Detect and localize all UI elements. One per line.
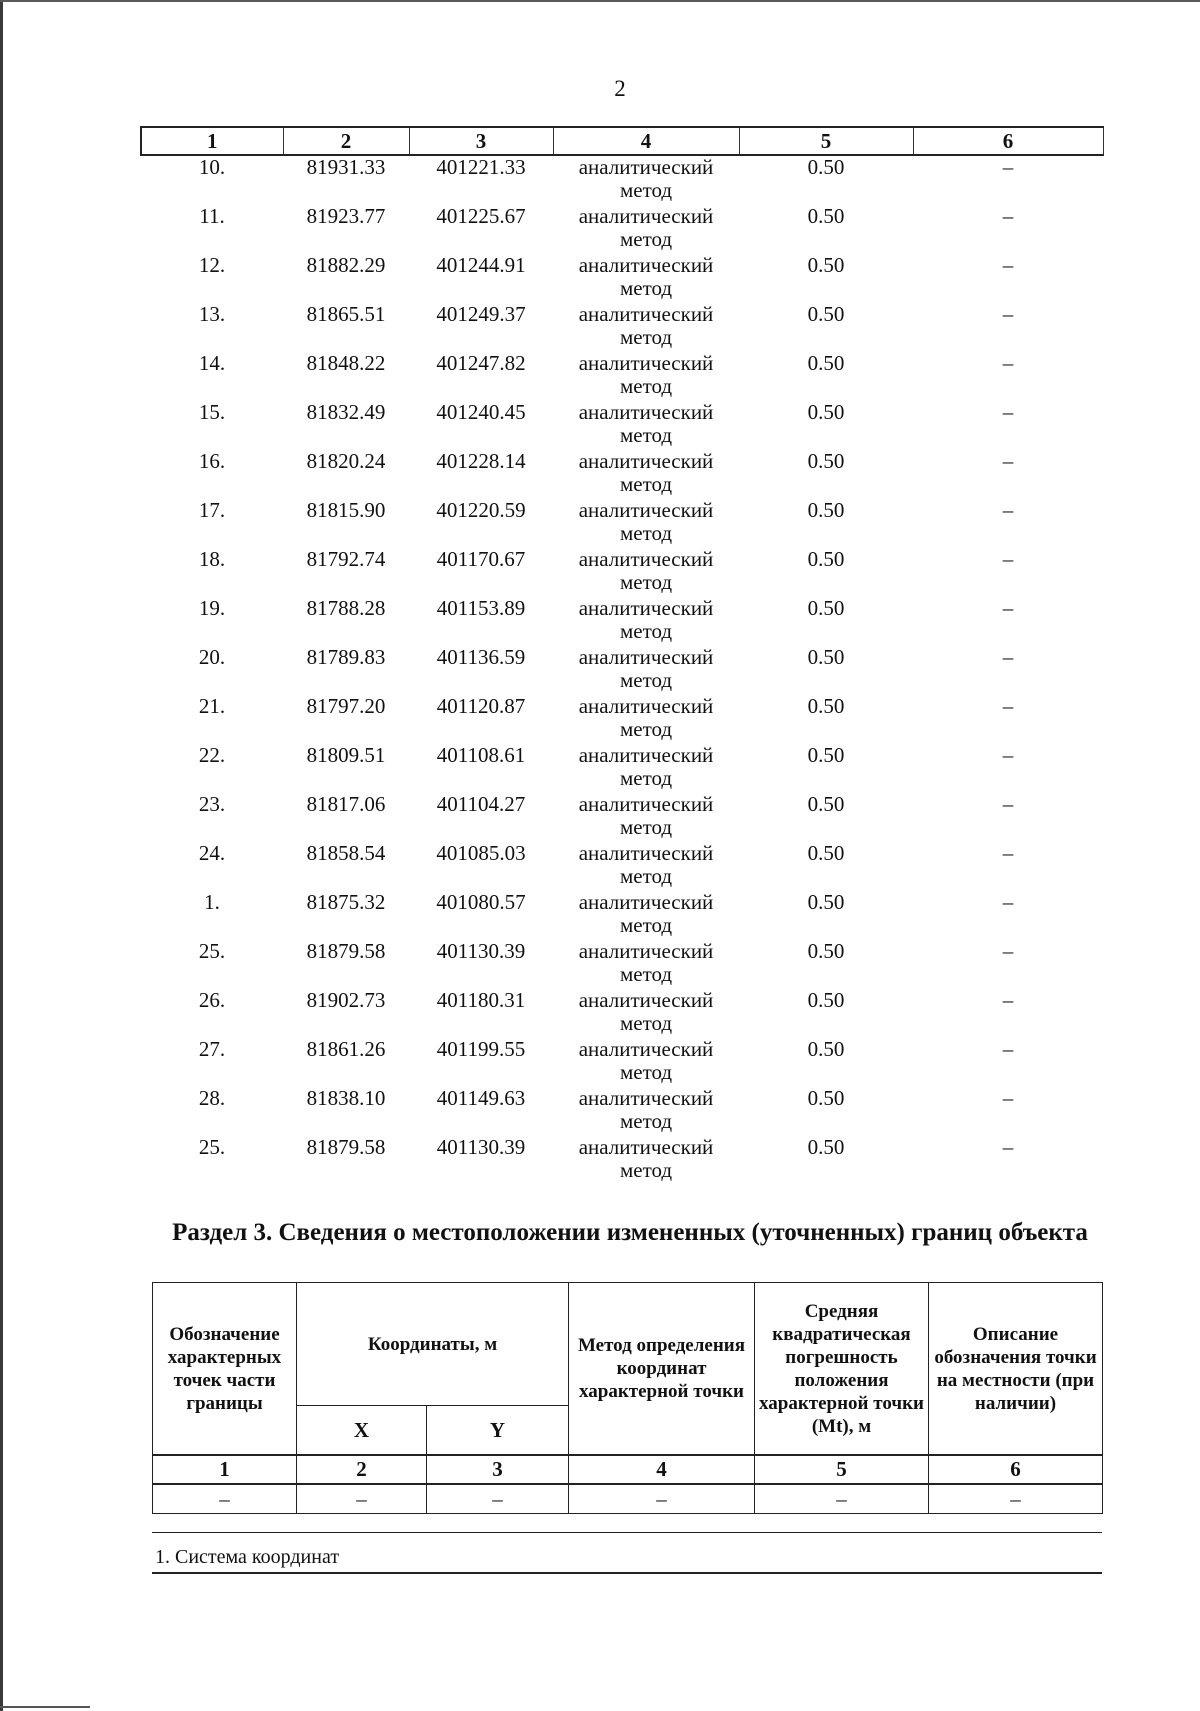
description: –	[1002, 596, 1014, 620]
method	[553, 254, 739, 303]
mean-square-error: 0.50	[807, 449, 845, 473]
header-method: Метод определения координат характерной точки	[569, 1283, 755, 1456]
point-number: 25.	[198, 939, 226, 963]
method-line-1: аналитический	[578, 645, 714, 669]
point-number: 17.	[198, 498, 226, 522]
dash-cell: –	[427, 1484, 569, 1514]
coord-x: 81879.58	[306, 1135, 386, 1159]
col-number-6: 6	[929, 1455, 1103, 1484]
table-row	[141, 303, 1103, 352]
divider	[152, 1532, 1102, 1533]
col-number-1: 1	[153, 1455, 297, 1484]
mean-square-error: 0.50	[807, 841, 845, 865]
section-3-table-wrap	[152, 1282, 1102, 1514]
table-row	[141, 499, 1103, 548]
coord-y: 401080.57	[436, 890, 526, 914]
mean-square-error: 0.50	[807, 498, 845, 522]
description: –	[1002, 302, 1014, 326]
col-number-3: 3	[427, 1455, 569, 1484]
mean-square-error: 0.50	[807, 694, 845, 718]
dash-cell: –	[297, 1484, 427, 1514]
mean-square-error: 0.50	[807, 204, 845, 228]
method-line-1: аналитический	[578, 498, 714, 522]
coord-y: 401247.82	[436, 351, 526, 375]
point-number: 27.	[198, 1037, 226, 1061]
point-number: 10.	[198, 155, 226, 179]
mean-square-error: 0.50	[807, 890, 845, 914]
method-line-1: аналитический	[578, 351, 714, 375]
header-description: Описание обозначения точки на местности (при наличии)	[929, 1283, 1103, 1456]
method-line-2: метод	[619, 619, 673, 643]
col-header-3: 3	[409, 127, 553, 155]
coord-y: 401149.63	[436, 1086, 526, 1110]
method	[553, 1087, 739, 1136]
col-header-1: 1	[141, 127, 283, 155]
mean-square-error: 0.50	[807, 155, 845, 179]
coord-y: 401228.14	[436, 449, 526, 473]
method-line-2: метод	[619, 423, 673, 447]
header-coordinates: Координаты, м	[297, 1283, 569, 1406]
method-line-2: метод	[619, 962, 673, 986]
table-row	[141, 1087, 1103, 1136]
method-line-2: метод	[619, 521, 673, 545]
method	[553, 499, 739, 548]
header-mean-square-error: Средняя квадратическая погрешность положения характерной точки (Mt), м	[755, 1283, 929, 1456]
table-row	[141, 891, 1103, 940]
point-number: 1.	[204, 890, 220, 914]
mean-square-error: 0.50	[807, 988, 845, 1012]
coordinates-table-continuation	[140, 126, 1102, 1185]
method-line-1: аналитический	[578, 596, 714, 620]
page-edge-bottom	[0, 1706, 90, 1708]
point-number: 18.	[198, 547, 226, 571]
mean-square-error: 0.50	[807, 400, 845, 424]
table-row	[141, 597, 1103, 646]
description: –	[1002, 400, 1014, 424]
table-row	[141, 254, 1103, 303]
mean-square-error: 0.50	[807, 743, 845, 767]
section-3-table	[152, 1282, 1103, 1514]
point-number: 15.	[198, 400, 226, 424]
coord-y: 401130.39	[436, 939, 526, 963]
method-line-1: аналитический	[578, 302, 714, 326]
method-line-2: метод	[619, 325, 673, 349]
coord-y: 401220.59	[436, 498, 526, 522]
point-number: 24.	[198, 841, 226, 865]
coord-x: 81838.10	[306, 1086, 386, 1110]
description: –	[1002, 792, 1014, 816]
method	[553, 695, 739, 744]
coord-y: 401199.55	[436, 1037, 526, 1061]
method-line-1: аналитический	[578, 939, 714, 963]
method-line-1: аналитический	[578, 449, 714, 473]
method-line-2: метод	[619, 1109, 673, 1133]
description: –	[1002, 1086, 1014, 1110]
method	[553, 646, 739, 695]
description: –	[1002, 449, 1014, 473]
table-row	[141, 450, 1103, 499]
table-row	[141, 548, 1103, 597]
method	[553, 940, 739, 989]
description: –	[1002, 1135, 1014, 1159]
coord-x: 81858.54	[306, 841, 386, 865]
dash-cell: –	[755, 1484, 929, 1514]
description: –	[1002, 204, 1014, 228]
table-row	[141, 695, 1103, 744]
mean-square-error: 0.50	[807, 596, 845, 620]
coord-x: 81789.83	[306, 645, 386, 669]
coord-x: 81788.28	[306, 596, 386, 620]
method	[553, 744, 739, 793]
method	[553, 548, 739, 597]
coord-x: 81861.26	[306, 1037, 386, 1061]
method-line-2: метод	[619, 178, 673, 202]
coord-x: 81848.22	[306, 351, 386, 375]
coord-x: 81815.90	[306, 498, 386, 522]
point-number: 14.	[198, 351, 226, 375]
coord-x: 81809.51	[306, 743, 386, 767]
method-line-2: метод	[619, 227, 673, 251]
mean-square-error: 0.50	[807, 253, 845, 277]
method	[553, 205, 739, 254]
coord-y: 401240.45	[436, 400, 526, 424]
dash-cell: –	[569, 1484, 755, 1514]
method-line-1: аналитический	[578, 1135, 714, 1159]
mean-square-error: 0.50	[807, 547, 845, 571]
coord-y: 401244.91	[436, 253, 526, 277]
coord-x: 81792.74	[306, 547, 386, 571]
method	[553, 450, 739, 499]
mean-square-error: 0.50	[807, 645, 845, 669]
description: –	[1002, 155, 1014, 179]
description: –	[1002, 743, 1014, 767]
col-header-5: 5	[739, 127, 913, 155]
point-number: 20.	[198, 645, 226, 669]
table-row	[141, 793, 1103, 842]
method	[553, 155, 739, 205]
coord-y: 401108.61	[436, 743, 526, 767]
method-line-2: метод	[619, 717, 673, 741]
method	[553, 401, 739, 450]
coord-y: 401136.59	[436, 645, 526, 669]
method-line-1: аналитический	[578, 253, 714, 277]
method	[553, 891, 739, 940]
coord-x: 81875.32	[306, 890, 386, 914]
mean-square-error: 0.50	[807, 792, 845, 816]
method-line-1: аналитический	[578, 1037, 714, 1061]
table-row	[141, 940, 1103, 989]
method	[553, 842, 739, 891]
point-number: 28.	[198, 1086, 226, 1110]
mean-square-error: 0.50	[807, 1135, 845, 1159]
coord-y: 401221.33	[436, 155, 526, 179]
table-row	[141, 205, 1103, 254]
point-number: 19.	[198, 596, 226, 620]
coord-x: 81923.77	[306, 204, 386, 228]
method	[553, 989, 739, 1038]
mean-square-error: 0.50	[807, 302, 845, 326]
method	[553, 793, 739, 842]
dash-cell: –	[929, 1484, 1103, 1514]
mean-square-error: 0.50	[807, 1037, 845, 1061]
point-number: 11.	[199, 204, 225, 228]
header-x: X	[297, 1406, 427, 1456]
col-header-2: 2	[283, 127, 409, 155]
mean-square-error: 0.50	[807, 351, 845, 375]
description: –	[1002, 988, 1014, 1012]
point-number: 16.	[198, 449, 226, 473]
method-line-1: аналитический	[578, 547, 714, 571]
coord-x: 81865.51	[306, 302, 386, 326]
coord-y: 401130.39	[436, 1135, 526, 1159]
point-number: 12.	[198, 253, 226, 277]
description: –	[1002, 939, 1014, 963]
method	[553, 303, 739, 352]
method-line-2: метод	[619, 1158, 673, 1182]
coord-x: 81931.33	[306, 155, 386, 179]
coord-x: 81797.20	[306, 694, 386, 718]
coord-x: 81902.73	[306, 988, 386, 1012]
method-line-1: аналитический	[578, 155, 714, 179]
method-line-1: аналитический	[578, 1086, 714, 1110]
dash-cell: –	[153, 1484, 297, 1514]
description: –	[1002, 841, 1014, 865]
mean-square-error: 0.50	[807, 1086, 845, 1110]
coordinate-system-note: 1. Система координат	[155, 1546, 340, 1568]
description: –	[1002, 1037, 1014, 1061]
description: –	[1002, 890, 1014, 914]
point-number: 21.	[198, 694, 226, 718]
method-line-2: метод	[619, 276, 673, 300]
coord-y: 401180.31	[436, 988, 526, 1012]
description: –	[1002, 253, 1014, 277]
method-line-1: аналитический	[578, 841, 714, 865]
page-number: 2	[614, 76, 626, 101]
coord-y: 401120.87	[436, 694, 526, 718]
header-y: Y	[427, 1406, 569, 1456]
point-number: 25.	[198, 1135, 226, 1159]
point-number: 23.	[198, 792, 226, 816]
coord-x: 81832.49	[306, 400, 386, 424]
coordinates-table	[140, 126, 1104, 1185]
table-row	[141, 1038, 1103, 1087]
table-row	[141, 352, 1103, 401]
method-line-2: метод	[619, 668, 673, 692]
coord-x: 81817.06	[306, 792, 386, 816]
col-header-6: 6	[913, 127, 1103, 155]
description: –	[1002, 498, 1014, 522]
method-line-2: метод	[619, 815, 673, 839]
divider	[152, 1572, 1102, 1574]
method	[553, 1038, 739, 1087]
table-row	[141, 842, 1103, 891]
method-line-1: аналитический	[578, 743, 714, 767]
page-edge-left	[0, 0, 3, 1711]
point-number: 13.	[198, 302, 226, 326]
method-line-1: аналитический	[578, 988, 714, 1012]
method-line-2: метод	[619, 1060, 673, 1084]
col-number-5: 5	[755, 1455, 929, 1484]
coord-y: 401104.27	[436, 792, 526, 816]
coord-y: 401225.67	[436, 204, 526, 228]
table-row	[141, 401, 1103, 450]
description: –	[1002, 694, 1014, 718]
coord-x: 81820.24	[306, 449, 386, 473]
method-line-1: аналитический	[578, 792, 714, 816]
method	[553, 1136, 739, 1185]
method-line-2: метод	[619, 913, 673, 937]
table-row	[141, 744, 1103, 793]
page-edge-top	[0, 0, 1200, 2]
table-row	[141, 989, 1103, 1038]
description: –	[1002, 351, 1014, 375]
description: –	[1002, 645, 1014, 669]
col-number-4: 4	[569, 1455, 755, 1484]
method	[553, 352, 739, 401]
method	[553, 597, 739, 646]
method-line-2: метод	[619, 374, 673, 398]
point-number: 26.	[198, 988, 226, 1012]
empty-data-row	[153, 1484, 1103, 1514]
coord-y: 401249.37	[436, 302, 526, 326]
coord-x: 81882.29	[306, 253, 386, 277]
table-row	[141, 646, 1103, 695]
method-line-2: метод	[619, 570, 673, 594]
method-line-2: метод	[619, 1011, 673, 1035]
header-point-designation: Обозначение характерных точек части границы	[153, 1283, 297, 1456]
mean-square-error: 0.50	[807, 939, 845, 963]
method-line-2: метод	[619, 864, 673, 888]
method-line-2: метод	[619, 472, 673, 496]
table-header-row	[141, 127, 1103, 155]
coord-y: 401153.89	[436, 596, 526, 620]
table-row	[141, 1136, 1103, 1185]
method-line-1: аналитический	[578, 204, 714, 228]
col-number-2: 2	[297, 1455, 427, 1484]
method-line-2: метод	[619, 766, 673, 790]
coord-y: 401085.03	[436, 841, 526, 865]
method-line-1: аналитический	[578, 400, 714, 424]
method-line-1: аналитический	[578, 694, 714, 718]
description: –	[1002, 547, 1014, 571]
column-numbers-row	[153, 1455, 1103, 1484]
method-line-1: аналитический	[578, 890, 714, 914]
point-number: 22.	[198, 743, 226, 767]
table-row	[141, 155, 1103, 205]
section-3-title: Раздел 3. Сведения о местоположении измененных (уточненных) границ объекта	[172, 1219, 1088, 1246]
coord-y: 401170.67	[436, 547, 526, 571]
coord-x: 81879.58	[306, 939, 386, 963]
col-header-4: 4	[553, 127, 739, 155]
